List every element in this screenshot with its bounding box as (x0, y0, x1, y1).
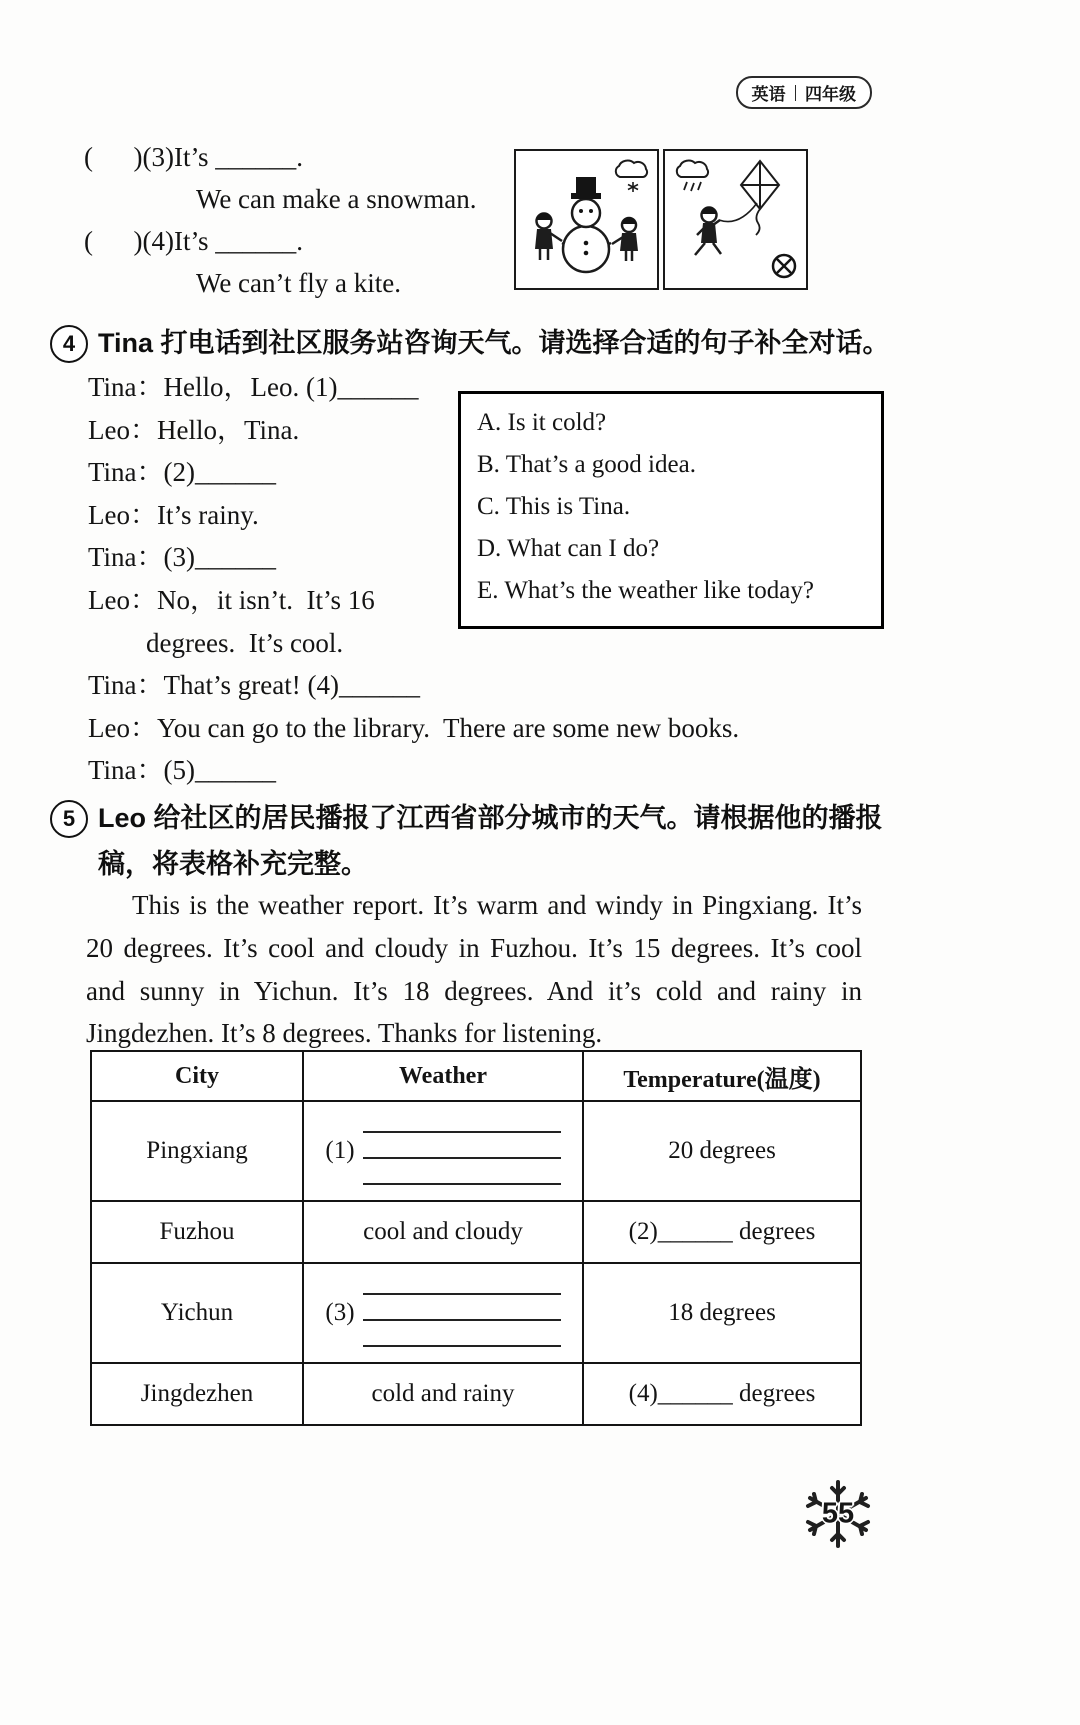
answer-blank-line (363, 1144, 561, 1159)
column-header-city: City (91, 1051, 303, 1101)
child-right-figure (612, 217, 638, 261)
child-left-figure (535, 213, 562, 261)
table-row-yichun (91, 1263, 861, 1363)
cell-temperature-blank: (2)______ degrees (583, 1201, 861, 1263)
table-row-pingxiang (91, 1101, 861, 1201)
blank-label: (1) (325, 1137, 355, 1164)
weather-report-paragraph: This is the weather report. It’s warm and windy in Pingxiang. It’s 20 degrees. It’s cool and cloudy in Fuzhou. It’s 15 degrees. It’s cool and sunny in Yichun. It’s 18 degrees. And it’s cold and rainy in Jingdezhen. It’s 8 degrees. Thanks for listening. (86, 890, 862, 1049)
dialogue-line: Leo：No，it isn’t. It’s 16 (88, 584, 375, 615)
dialogue-line: Tina：That’s great! (4)______ (88, 670, 420, 701)
answer-blank-line (363, 1118, 561, 1133)
cell-temperature-blank: (4)______ degrees (583, 1363, 861, 1425)
option-d: D. What can I do? (477, 535, 660, 562)
answer-blank-line (363, 1170, 561, 1185)
section4-title: Tina 打电话到社区服务站咨询天气。请选择合适的句子补全对话。 (98, 328, 890, 358)
table-row-fuzhou (91, 1201, 861, 1263)
snowman-icon (562, 177, 611, 272)
section5-heading (50, 795, 895, 887)
column-header-temperature: Temperature(温度) (583, 1051, 861, 1101)
rain-cloud-icon (677, 161, 708, 191)
answer-blank-lines (363, 1280, 561, 1347)
dialogue-line: Tina：Hello，Leo. (1)______ (88, 372, 419, 402)
snow-cloud-icon (616, 161, 647, 192)
answer-blank-lines (363, 1118, 561, 1185)
kite-scene-drawing (665, 151, 806, 288)
page-number: 55 (821, 1497, 855, 1530)
table-row-jingdezhen (91, 1363, 861, 1425)
answer-blank-line (363, 1280, 561, 1295)
cell-city: Jingdezhen (91, 1363, 303, 1425)
snowman-scene-image (514, 149, 659, 290)
answer-blank-line (363, 1306, 561, 1321)
cell-city: Yichun (91, 1263, 303, 1363)
answer-blank-line (363, 1332, 561, 1347)
cell-weather-blank (303, 1263, 583, 1363)
cell-weather-blank (303, 1101, 583, 1201)
section5-title: Leo 给社区的居民播报了江西省部分城市的天气。请根据他的播报稿，将表格补充完整。 (98, 803, 883, 879)
table-header-row (91, 1051, 861, 1101)
kite-icon (719, 161, 779, 235)
badge-grade: 四年级 (805, 85, 856, 104)
cell-weather: cold and rainy (303, 1363, 583, 1425)
item4-sentence: ( )(4)It’s ______. (84, 226, 303, 256)
dialogue-line-continuation: degrees. It’s cool. (146, 627, 344, 658)
grade-badge (736, 76, 873, 109)
page-number-badge (802, 1478, 874, 1550)
kite-scene-image (663, 149, 808, 290)
dialogue-line: Tina：(2)______ (88, 457, 277, 488)
section4-number-icon: 4 (50, 325, 88, 363)
option-c: C. This is Tina. (477, 493, 631, 520)
circle-cross-icon (773, 255, 795, 277)
badge-subject: 英语 (751, 85, 786, 104)
snowman-scene-drawing (516, 151, 657, 288)
section4-heading (50, 320, 1040, 366)
option-b: B. That’s a good idea. (477, 451, 696, 478)
cell-city: Fuzhou (91, 1201, 303, 1263)
dialogue-line: Leo：Hello，Tina. (88, 414, 300, 445)
cell-temperature: 18 degrees (583, 1263, 861, 1363)
option-e: E. What’s the weather like today? (477, 577, 814, 604)
section5-number-icon: 5 (50, 800, 88, 838)
cell-weather: cool and cloudy (303, 1201, 583, 1263)
dialogue-line: Leo：You can go to the library. There are some new books. (88, 712, 740, 743)
cell-city: Pingxiang (91, 1101, 303, 1201)
item3-clue: We can make a snowman. (196, 184, 477, 214)
answer-options-box (458, 391, 884, 629)
weather-table (90, 1050, 862, 1426)
kite-string (719, 203, 757, 222)
dialogue-line: Tina：(3)______ (88, 542, 277, 573)
option-a: A. Is it cold? (477, 409, 607, 436)
badge-divider (795, 85, 797, 101)
cell-temperature: 20 degrees (583, 1101, 861, 1201)
item4-clue: We can’t fly a kite. (196, 268, 401, 298)
column-header-weather: Weather (303, 1051, 583, 1101)
item3-sentence: ( )(3)It’s ______. (84, 142, 303, 172)
dialogue-line: Tina：(5)______ (88, 755, 277, 786)
blank-label: (3) (325, 1299, 355, 1326)
dialogue-line: Leo：It’s rainy. (88, 499, 259, 530)
child-running-figure (695, 207, 721, 256)
